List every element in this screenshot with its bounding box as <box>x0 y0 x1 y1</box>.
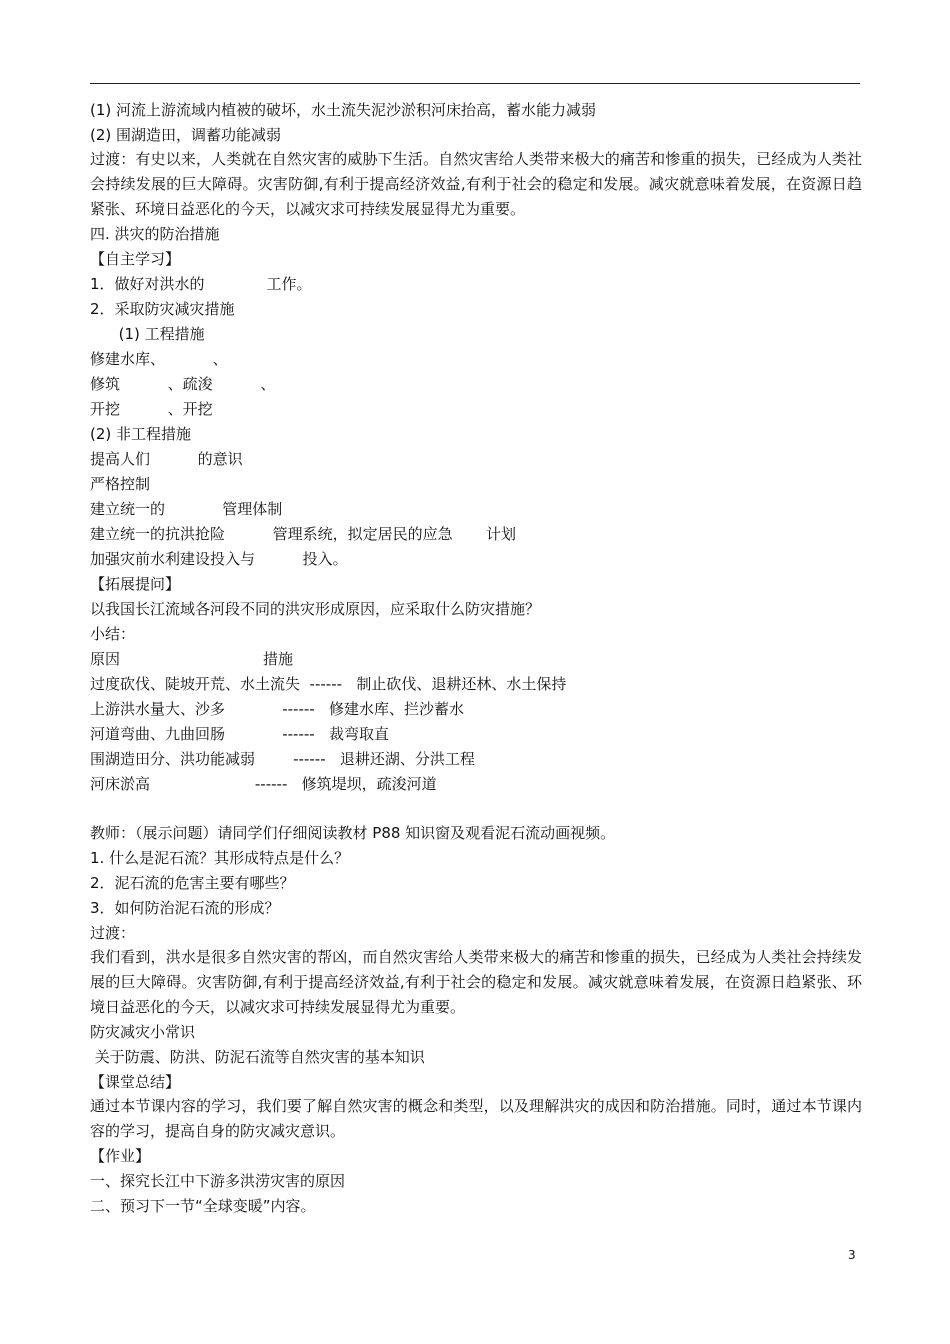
measure-line-reservoir: 修建水库、 、 <box>90 350 228 368</box>
measure-line-awareness: 提高人们 的意识 <box>90 450 243 468</box>
teacher-prompt: 教师：（展示问题）请同学们仔细阅读教材 P88 知识窗及观看泥石流动画视频。 <box>90 824 616 842</box>
summary-row-5: 河床淤高 ------ 修筑堤坝，疏浚河道 <box>90 775 437 793</box>
homework-heading: 【作业】 <box>90 1147 151 1165</box>
summary-row-3: 河道弯曲、九曲回肠 ------ 裁弯取直 <box>90 725 389 743</box>
transition-paragraph-1: 过渡：有史以来，人类就在自然灾害的威胁下生活。自然灾害给人类带来极大的痛苦和惨重的损失，已经成为人类社会持续发展的巨大障碍。灾害防御,有利于提高经济效益,有利于社会的稳定和发展。减灾就意味着发展，在资源日趋紧张、环境日益恶化的今天，以减灾求可持续发展显得尤为重要。 <box>90 150 862 218</box>
measure-line-investment: 加强灾前水利建设投入与 投入。 <box>90 550 348 568</box>
measure-line-dig: 开挖 、开挖 <box>90 400 213 418</box>
cause-line-2: (2) 围湖造田，调蓄功能减弱 <box>90 126 282 144</box>
class-summary-heading: 【课堂总结】 <box>90 1073 181 1091</box>
page-number: 3 <box>848 1248 856 1262</box>
extension-question: 以我国长江流域各河段不同的洪灾形成原因，应采取什么防灾措施？ <box>90 600 541 618</box>
cause-line-1: (1) 河流上游流域内植被的破坏，水土流失泥沙淤积河床抬高，蓄水能力减弱 <box>90 101 597 119</box>
question-3: 3．如何防治泥石流的形成？ <box>90 899 280 917</box>
non-engineering-measures: (2) 非工程措施 <box>90 425 192 443</box>
study-item-2: 2．采取防灾减灾措施 <box>90 300 235 318</box>
summary-row-2: 上游洪水量大、沙多 ------ 修建水库、拦沙蓄水 <box>90 700 464 718</box>
study-item-1: 1．做好对洪水的 工作。 <box>90 275 312 293</box>
measure-line-emergency: 建立统一的抗洪抢险 管理系统，拟定居民的应急 计划 <box>90 525 517 543</box>
summary-row-4: 围湖造田分、洪功能减弱 ------ 退耕还湖、分洪工程 <box>90 750 475 768</box>
transition-paragraph-2: 我们看到，洪水是很多自然灾害的帮凶，而自然灾害给人类带来极大的痛苦和惨重的损失，已经成为人类社会持续发展的巨大障碍。灾害防御,有利于提高经济效益,有利于社会的稳定和发展。减灾就意味着发展，在资源日趋紧张、环境日益恶化的今天，以减灾求可持续发展显得尤为重要。 <box>90 948 862 1016</box>
class-summary-paragraph: 通过本节课内容的学习，我们要了解自然灾害的概念和类型，以及理解洪灾的成因和防治措施。同时，通过本节课内容的学习，提高自身的防灾减灾意识。 <box>90 1097 862 1140</box>
engineering-measures: (1) 工程措施 <box>90 325 205 343</box>
measure-line-build: 修筑 、疏浚 、 <box>90 375 276 393</box>
homework-item-2: 二、预习下一节“全球变暖”内容。 <box>90 1197 316 1215</box>
section-heading: 四. 洪灾的防治措施 <box>90 225 220 243</box>
header-rule <box>90 83 860 84</box>
summary-label: 小结： <box>90 625 136 643</box>
self-study-heading: 【自主学习】 <box>90 250 181 268</box>
disaster-tips-heading: 防灾减灾小常识 <box>90 1023 196 1041</box>
summary-header: 原因 措施 <box>90 650 294 668</box>
homework-item-1: 一、探究长江中下游多洪涝灾害的原因 <box>90 1172 346 1190</box>
transition-label: 过渡： <box>90 924 136 942</box>
measure-line-control: 严格控制 <box>90 475 151 493</box>
extension-heading: 【拓展提问】 <box>90 575 181 593</box>
summary-row-1: 过度砍伐、陡坡开荒、水土流失 ------ 制止砍伐、退耕还林、水土保持 <box>90 675 567 693</box>
measure-line-management: 建立统一的 管理体制 <box>90 500 283 518</box>
question-2: 2．泥石流的危害主要有哪些？ <box>90 874 295 892</box>
disaster-tips-text: 关于防震、防洪、防泥石流等自然灾害的基本知识 <box>90 1048 425 1066</box>
question-1: 1. 什么是泥石流？其形成特点是什么？ <box>90 849 350 867</box>
